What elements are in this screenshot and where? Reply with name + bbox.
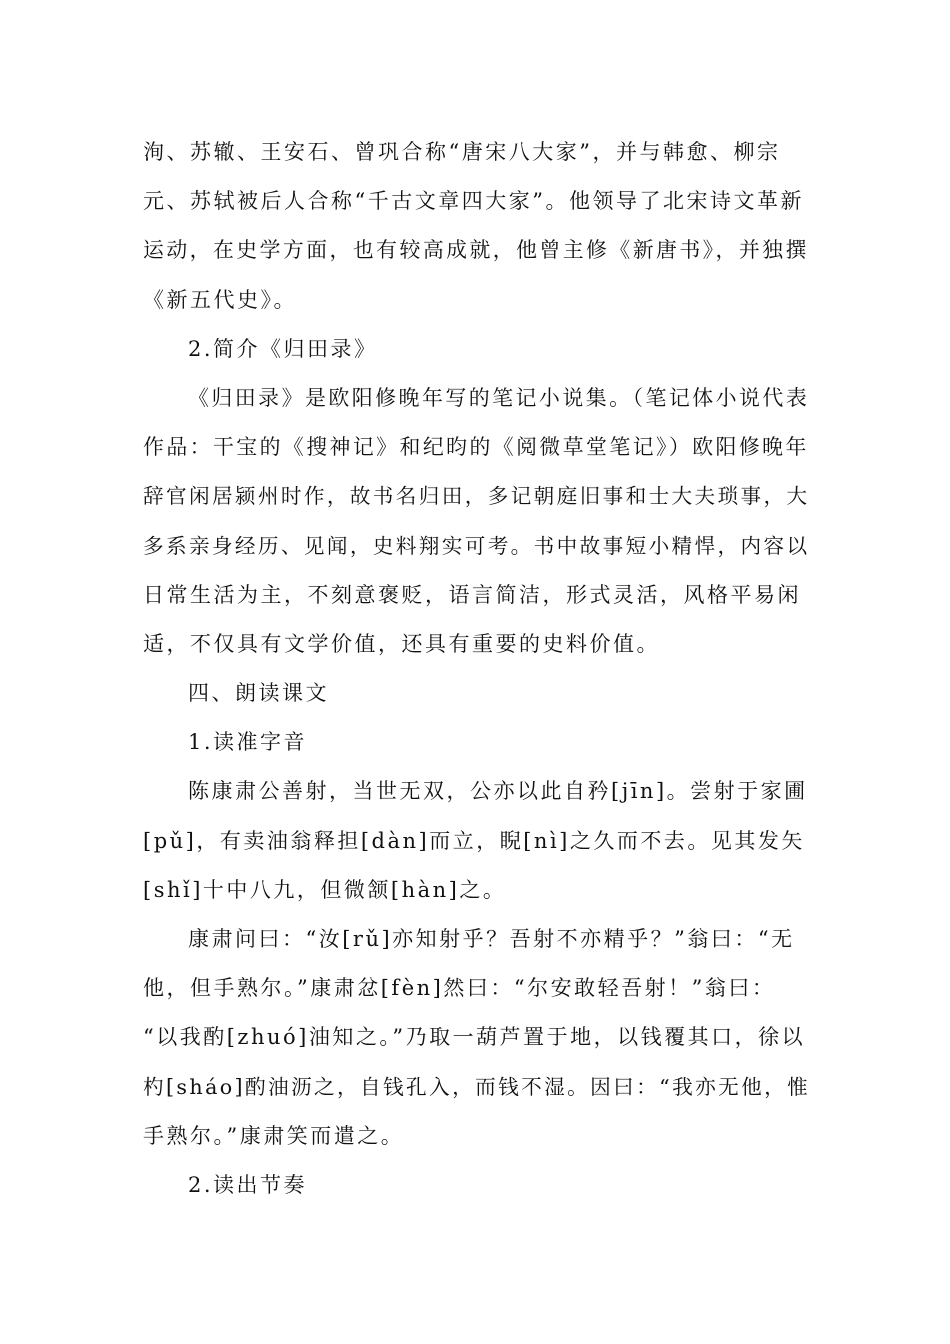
text-line: 日常生活为主，不刻意褒贬，语言简洁，形式灵活，风格平易闲 xyxy=(143,582,801,607)
text-line: 《新五代史》。 xyxy=(143,287,297,312)
text-line: 适，不仅具有文学价值，还具有重要的史料价值。 xyxy=(143,631,660,656)
text-line: 杓[sháo]酌油沥之，自钱孔入，而钱不湿。因曰：“我亦无他，惟 xyxy=(143,1074,811,1099)
text-line: 四、朗读课文 xyxy=(188,681,329,706)
text-line: 陈康肃公善射，当世无双，公亦以此自矜[jīn]。尝射于家圃 xyxy=(188,779,808,804)
text-line: 元、苏轼被后人合称“千古文章四大家”。他领导了北宋诗文革新 xyxy=(143,189,804,214)
text-line: 作品：干宝的《搜神记》和纪昀的《阅微草堂笔记》）欧阳修晚年 xyxy=(143,435,809,460)
text-line: 洵、苏辙、王安石、曾巩合称“唐宋八大家”，并与韩愈、柳宗 xyxy=(143,140,781,164)
text-line: 1.读准字音 xyxy=(188,730,308,755)
text-line: 2.简介《归田录》 xyxy=(188,336,378,361)
text-line: 2.读出节奏 xyxy=(188,1172,308,1197)
text-line: 多系亲身经历、见闻，史料翔实可考。书中故事短小精悍，内容以 xyxy=(143,533,810,558)
text-line: [shǐ]十中八九，但微颔[hàn]之。 xyxy=(143,877,507,902)
document-body xyxy=(143,128,809,1210)
text-line: 他，但手熟尔。”康肃忿[fèn]然曰：“尔安敢轻吾射！”翁曰： xyxy=(143,976,776,1001)
text-line: [pǔ]，有卖油翁释担[dàn]而立，睨[nì]之久而不去。见其发矢 xyxy=(143,828,805,853)
text-line: 康肃问曰：“汝[rǔ]亦知射乎？吾射不亦精乎？”翁曰：“无 xyxy=(188,927,795,951)
text-line: 手熟尔。”康肃笑而遣之。 xyxy=(143,1123,405,1148)
text-line: “以我酌[zhuó]油知之。”乃取一葫芦置于地，以钱覆其口，徐以 xyxy=(143,1025,806,1050)
text-line: 运动，在史学方面，也有较高成就，他曾主修《新唐书》，并独撰 xyxy=(143,238,809,263)
text-line: 辞官闲居颍州时作，故书名归田，多记朝庭旧事和士大夫琐事，大 xyxy=(143,484,810,509)
text-line: 《归田录》是欧阳修晚年写的笔记小说集。（笔记体小说代表 xyxy=(188,385,810,410)
